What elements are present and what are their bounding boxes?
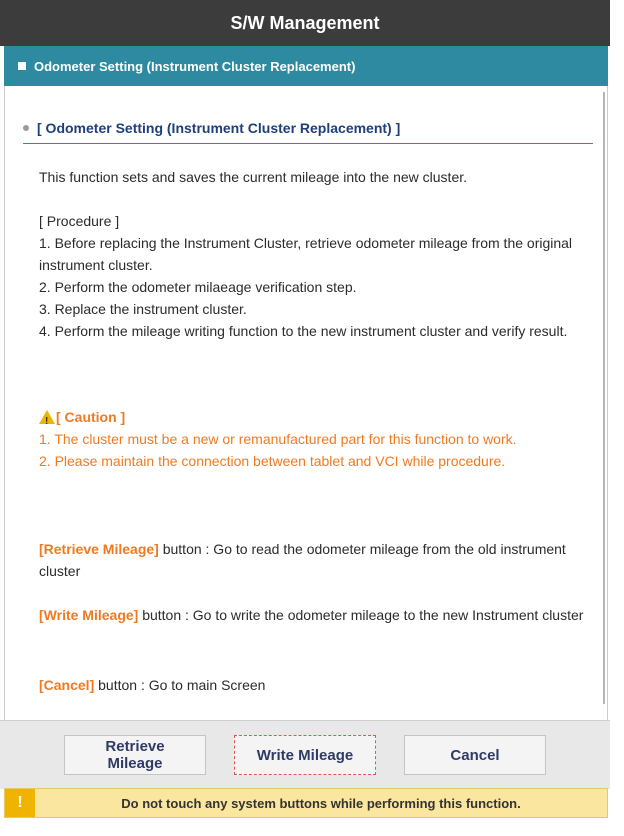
- caution-item: 1. The cluster must be a new or remanufactured part for this function to work.: [39, 431, 517, 447]
- procedure-step: 4. Perform the mileage writing function to the new instrument cluster and verify result.: [39, 323, 568, 339]
- write-mileage-button[interactable]: Write Mileage: [234, 735, 376, 775]
- content-panel[interactable]: [4, 86, 608, 720]
- retrieve-mileage-button[interactable]: Retrieve Mileage: [64, 735, 206, 775]
- footer-message: Do not touch any system buttons while performing this function.: [121, 795, 521, 811]
- square-bullet-icon: [18, 62, 26, 70]
- caution-title: ! [ Caution ]: [39, 406, 584, 428]
- help-cancel: [Cancel] button : Go to main Screen: [39, 677, 266, 693]
- procedure-block: [39, 210, 584, 342]
- sub-header: [4, 46, 608, 86]
- exclamation-icon: !: [5, 789, 35, 817]
- intro-text: This function sets and saves the current mileage into the new cluster.: [39, 169, 468, 185]
- section-heading: [23, 120, 593, 144]
- scrollbar[interactable]: [603, 92, 605, 704]
- help-retrieve: [Retrieve Mileage] button : Go to read the odometer mileage from the old instrument cluster: [39, 541, 566, 579]
- cancel-button[interactable]: Cancel: [404, 735, 546, 775]
- window-title: S/W Management: [0, 0, 610, 46]
- sub-header-label: Odometer Setting (Instrument Cluster Replacement): [34, 58, 356, 74]
- procedure-step: 2. Perform the odometer milaeage verification step.: [39, 279, 357, 295]
- procedure-step: 3. Replace the instrument cluster.: [39, 301, 247, 317]
- procedure-step: 1. Before replacing the Instrument Cluster, retrieve odometer mileage from the original instrument cluster.: [39, 235, 573, 273]
- bullet-icon: [23, 125, 29, 131]
- warning-footer: [4, 788, 608, 818]
- section-heading-text: [ Odometer Setting (Instrument Cluster Replacement) ]: [37, 120, 401, 136]
- caution-block: [39, 406, 584, 472]
- procedure-title: [ Procedure ]: [39, 213, 120, 229]
- caution-item: 2. Please maintain the connection between tablet and VCI while procedure.: [39, 453, 506, 469]
- button-bar: [0, 720, 610, 789]
- warning-icon: [39, 410, 55, 424]
- help-write: [Write Mileage] button : Go to write the odometer mileage to the new Instrument cluster: [39, 607, 584, 623]
